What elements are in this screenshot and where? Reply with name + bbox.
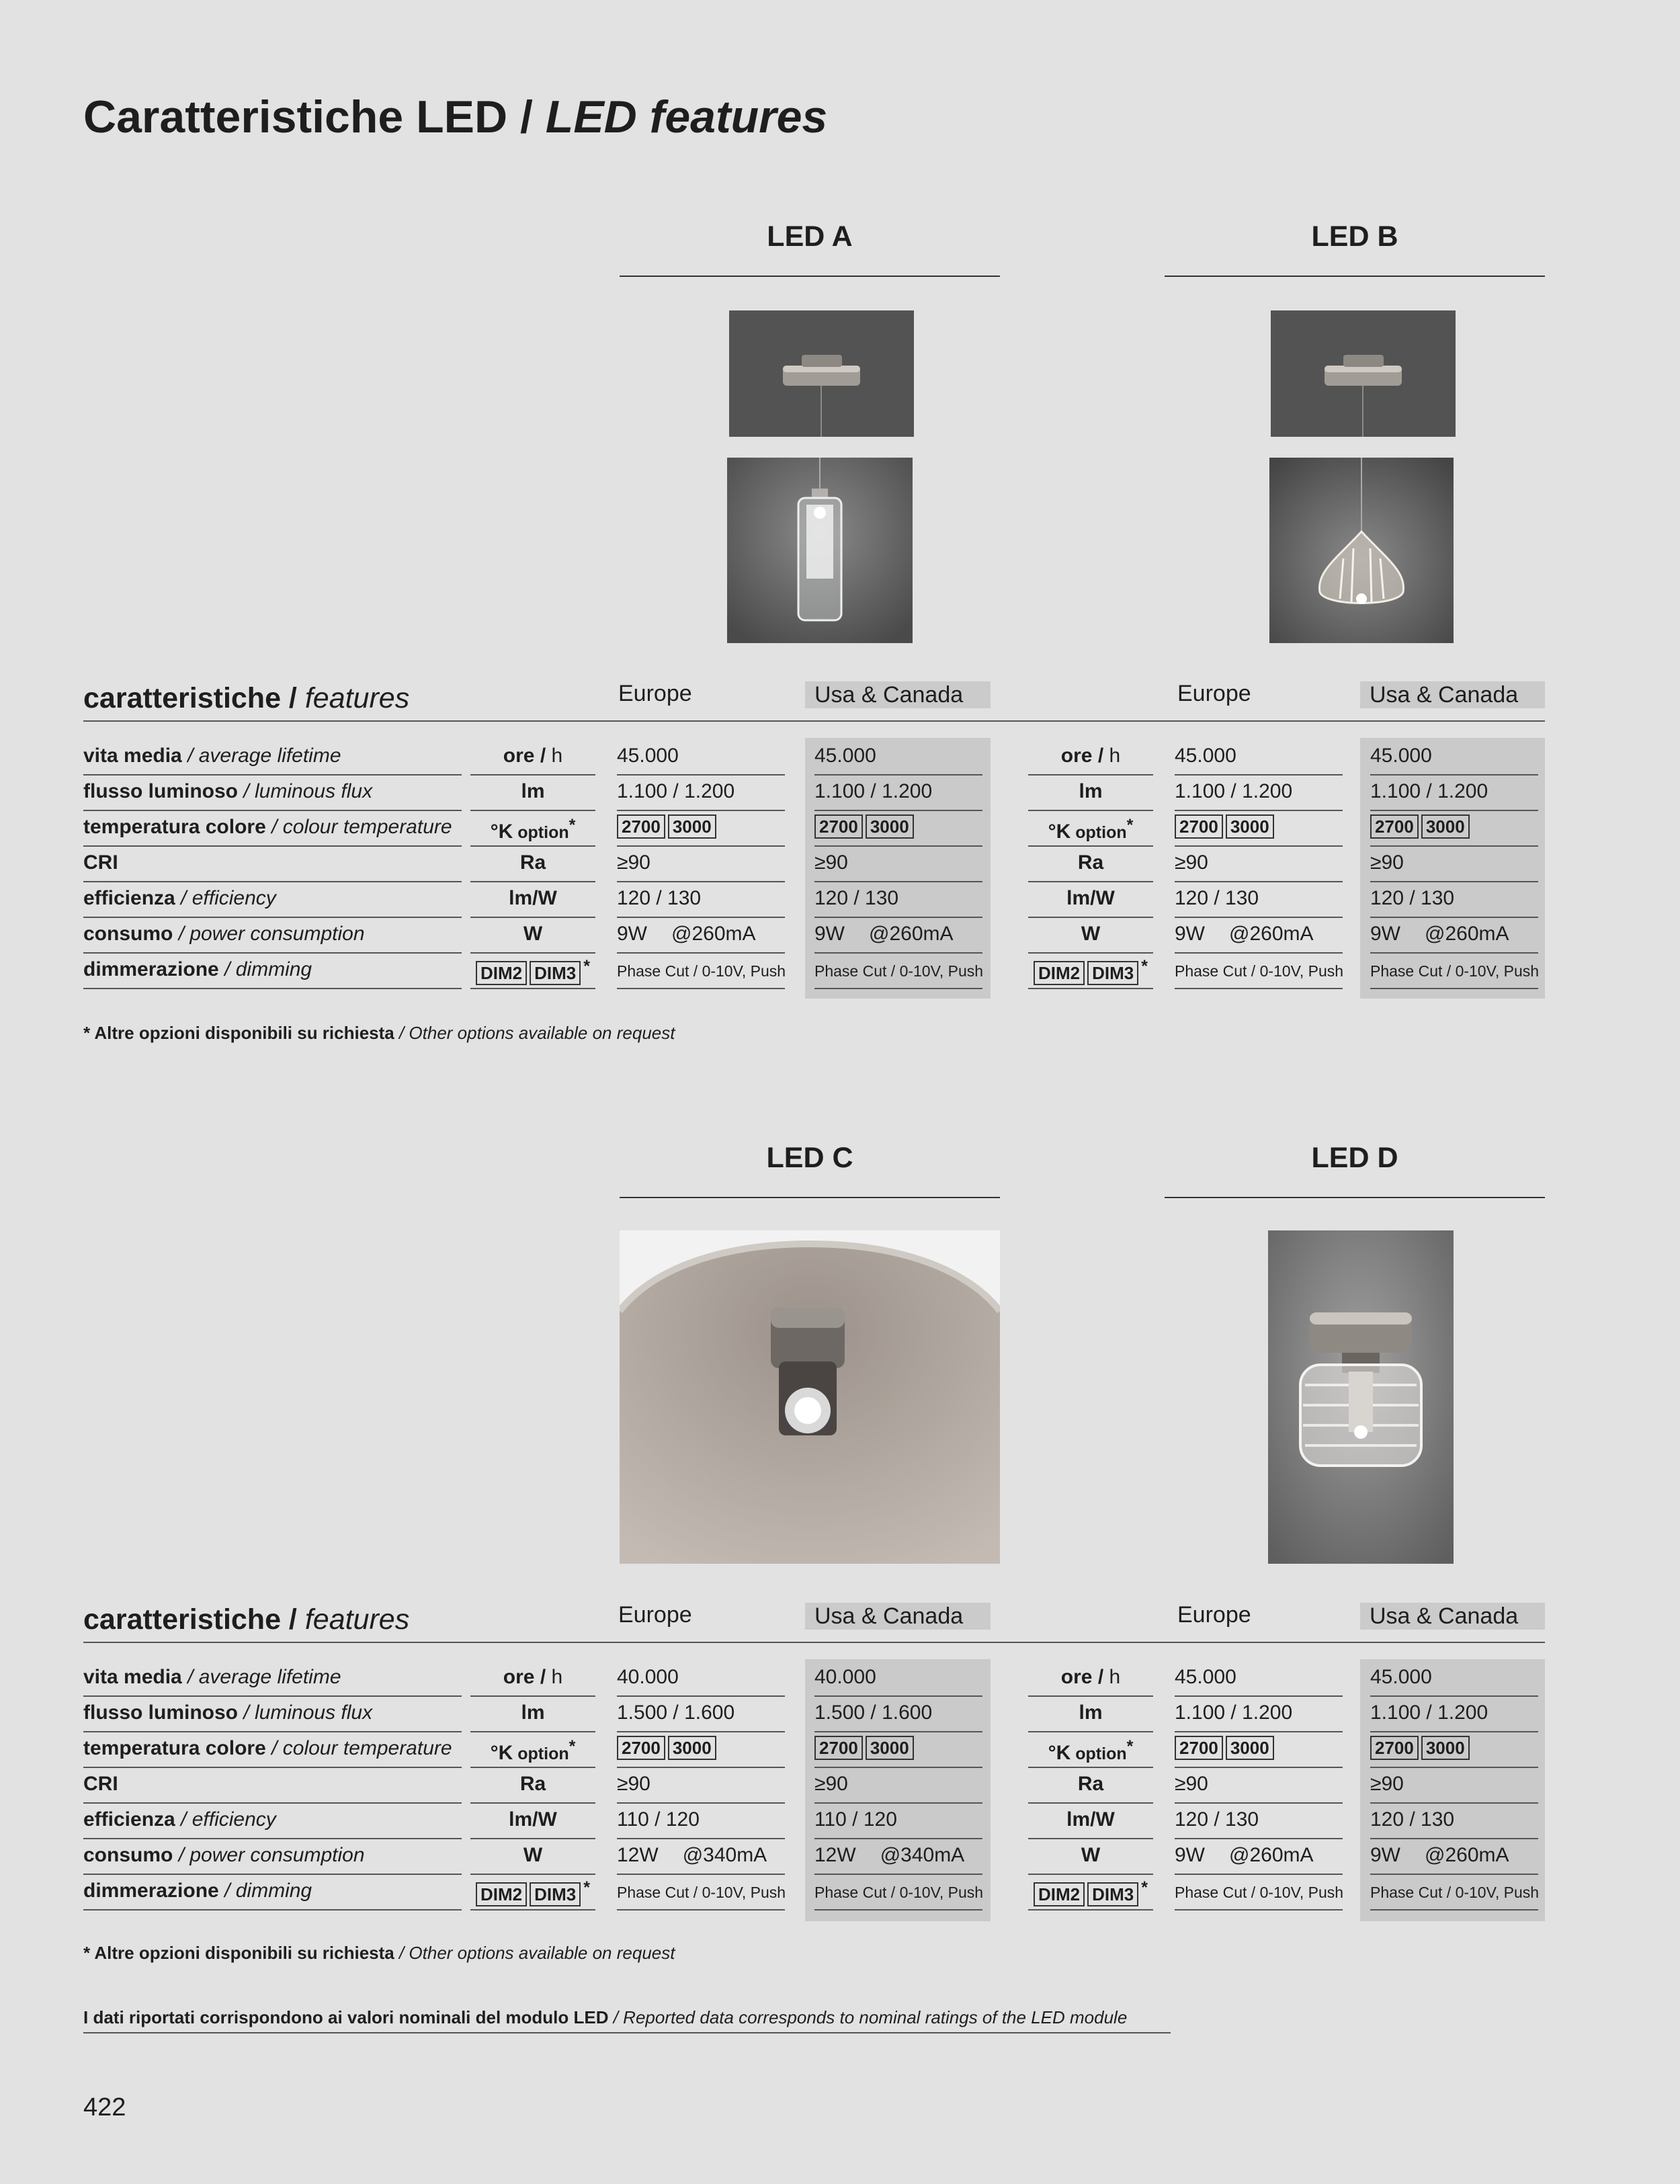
region-usa-d: Usa & Canada bbox=[1360, 1603, 1545, 1630]
row-line bbox=[617, 774, 785, 775]
row-line bbox=[617, 1838, 785, 1839]
led-b-eu-efficiency: 120 / 130 bbox=[1175, 887, 1259, 909]
features-heading-1: caratteristiche / features bbox=[83, 682, 410, 714]
led-c-us-flux: 1.500 / 1.600 bbox=[814, 1702, 933, 1724]
row-line bbox=[1370, 1695, 1538, 1697]
led-a-us-lifetime: 45.000 bbox=[814, 745, 876, 767]
row-label-flux: flusso luminoso / luminous flux bbox=[83, 780, 373, 802]
led-b-eu-flux: 1.100 / 1.200 bbox=[1175, 780, 1293, 802]
row-line bbox=[1370, 1767, 1538, 1768]
row-line bbox=[1028, 1909, 1153, 1910]
unit-temperature: °K option* bbox=[1048, 816, 1134, 843]
unit-cri: Ra bbox=[519, 851, 546, 874]
row-line bbox=[1028, 881, 1153, 882]
led-c-us-lifetime: 40.000 bbox=[814, 1666, 876, 1688]
row-line bbox=[1175, 1909, 1343, 1910]
unit-efficiency: lm/W bbox=[509, 1808, 557, 1831]
page-title: Caratteristiche LED / LED features bbox=[83, 91, 828, 142]
unit-power: W bbox=[1081, 923, 1101, 945]
unit-lifetime: ore / h bbox=[503, 1666, 563, 1688]
led-b-us-cri: ≥90 bbox=[1370, 851, 1404, 874]
led-b-rule bbox=[1165, 276, 1545, 277]
led-d-us-dimming: Phase Cut / 0-10V, Push bbox=[1370, 1884, 1540, 1901]
led-d-us-power: 9W @260mA bbox=[1370, 1844, 1509, 1866]
led-c-us-cri: ≥90 bbox=[814, 1773, 848, 1795]
row-line bbox=[470, 1909, 595, 1910]
row-line bbox=[814, 881, 982, 882]
row-line bbox=[83, 1909, 462, 1910]
led-a-us-temperature: 2700 3000 bbox=[814, 814, 917, 839]
row-line bbox=[1175, 845, 1343, 847]
led-b-us-power: 9W @260mA bbox=[1370, 923, 1509, 945]
row-line bbox=[1028, 810, 1153, 811]
row-line bbox=[617, 917, 785, 918]
row-line bbox=[1028, 988, 1153, 989]
row-label-flux: flusso luminoso / luminous flux bbox=[83, 1702, 373, 1724]
row-line bbox=[470, 988, 595, 989]
row-line bbox=[814, 1874, 982, 1875]
led-d-us-flux: 1.100 / 1.200 bbox=[1370, 1702, 1488, 1724]
unit-efficiency: lm/W bbox=[1066, 887, 1115, 909]
row-line bbox=[470, 1874, 595, 1875]
led-d-us-cri: ≥90 bbox=[1370, 1773, 1404, 1795]
led-b-eu-power: 9W @260mA bbox=[1175, 923, 1314, 945]
row-line bbox=[617, 1767, 785, 1768]
row-label-temperature: temperatura colore / colour temperature bbox=[83, 1737, 452, 1759]
row-line bbox=[814, 810, 982, 811]
unit-power: W bbox=[523, 923, 543, 945]
unit-dimming: DIM2 DIM3 * bbox=[1028, 1878, 1153, 1906]
row-line bbox=[814, 988, 982, 989]
row-line bbox=[1175, 917, 1343, 918]
row-label-efficiency: efficienza / efficiency bbox=[83, 1808, 276, 1831]
led-d-eu-lifetime: 45.000 bbox=[1175, 1666, 1236, 1688]
led-a-us-flux: 1.100 / 1.200 bbox=[814, 780, 933, 802]
region-usa-b: Usa & Canada bbox=[1360, 681, 1545, 708]
led-c-eu-power: 12W @340mA bbox=[617, 1844, 767, 1866]
led-d-us-efficiency: 120 / 130 bbox=[1370, 1808, 1455, 1831]
led-d-eu-temperature: 2700 3000 bbox=[1175, 1736, 1277, 1760]
row-line bbox=[1028, 917, 1153, 918]
row-line bbox=[1175, 1874, 1343, 1875]
row-line bbox=[1028, 1731, 1153, 1732]
row-line bbox=[1028, 774, 1153, 775]
led-c-eu-flux: 1.500 / 1.600 bbox=[617, 1702, 735, 1724]
led-b-eu-temperature: 2700 3000 bbox=[1175, 814, 1277, 839]
row-label-lifetime: vita media / average lifetime bbox=[83, 745, 341, 767]
row-label-dimming: dimmerazione / dimming bbox=[83, 958, 312, 980]
led-a-eu-power: 9W @260mA bbox=[617, 923, 756, 945]
row-label-temperature: temperatura colore / colour temperature bbox=[83, 816, 452, 838]
nominal-ratings-underline bbox=[83, 2032, 1171, 2033]
row-line bbox=[814, 1802, 982, 1804]
row-line bbox=[617, 881, 785, 882]
row-line bbox=[470, 774, 595, 775]
row-line bbox=[83, 917, 462, 918]
row-line bbox=[1175, 810, 1343, 811]
row-line bbox=[1370, 1802, 1538, 1804]
row-line bbox=[617, 845, 785, 847]
row-line bbox=[1370, 774, 1538, 775]
row-line bbox=[1175, 774, 1343, 775]
led-c-eu-cri: ≥90 bbox=[617, 1773, 650, 1795]
led-d-us-temperature: 2700 3000 bbox=[1370, 1736, 1472, 1760]
led-d-eu-flux: 1.100 / 1.200 bbox=[1175, 1702, 1293, 1724]
led-d-image bbox=[1268, 1230, 1454, 1564]
row-line bbox=[1370, 1731, 1538, 1732]
unit-flux: lm bbox=[1079, 780, 1103, 802]
led-c-eu-efficiency: 110 / 120 bbox=[617, 1808, 700, 1831]
row-line bbox=[1370, 1838, 1538, 1839]
unit-power: W bbox=[523, 1844, 543, 1866]
led-d-eu-cri: ≥90 bbox=[1175, 1773, 1208, 1795]
row-line bbox=[1370, 917, 1538, 918]
led-d-eu-efficiency: 120 / 130 bbox=[1175, 1808, 1259, 1831]
led-b-us-lifetime: 45.000 bbox=[1370, 745, 1432, 767]
row-label-efficiency: efficienza / efficiency bbox=[83, 887, 276, 909]
row-line bbox=[814, 1731, 982, 1732]
led-c-us-power: 12W @340mA bbox=[814, 1844, 965, 1866]
row-line bbox=[1028, 1695, 1153, 1697]
row-line bbox=[1028, 1874, 1153, 1875]
page-number: 422 bbox=[83, 2093, 126, 2122]
led-b-us-flux: 1.100 / 1.200 bbox=[1370, 780, 1488, 802]
led-c-eu-temperature: 2700 3000 bbox=[617, 1736, 719, 1760]
row-line bbox=[617, 988, 785, 989]
row-line bbox=[1175, 1802, 1343, 1804]
row-line bbox=[470, 1767, 595, 1768]
region-europe-c: Europe bbox=[618, 1602, 692, 1628]
row-label-lifetime: vita media / average lifetime bbox=[83, 1666, 341, 1688]
led-d-title: LED D bbox=[1311, 1142, 1398, 1174]
row-line bbox=[1175, 952, 1343, 954]
row-line bbox=[1175, 1838, 1343, 1839]
led-c-eu-dimming: Phase Cut / 0-10V, Push bbox=[617, 1884, 786, 1901]
led-c-eu-lifetime: 40.000 bbox=[617, 1666, 679, 1688]
led-b-eu-cri: ≥90 bbox=[1175, 851, 1208, 874]
row-line bbox=[470, 952, 595, 954]
row-line bbox=[1175, 1695, 1343, 1697]
row-line bbox=[1370, 988, 1538, 989]
row-line bbox=[83, 1802, 462, 1804]
led-b-eu-lifetime: 45.000 bbox=[1175, 745, 1236, 767]
row-line bbox=[1028, 1838, 1153, 1839]
led-a-title: LED A bbox=[767, 220, 853, 253]
row-line bbox=[83, 774, 462, 775]
row-line bbox=[617, 1695, 785, 1697]
row-line bbox=[1175, 988, 1343, 989]
row-line bbox=[1370, 952, 1538, 954]
led-c-us-efficiency: 110 / 120 bbox=[814, 1808, 897, 1831]
led-a-eu-cri: ≥90 bbox=[617, 851, 650, 874]
led-a-eu-efficiency: 120 / 130 bbox=[617, 887, 702, 909]
row-line bbox=[1370, 810, 1538, 811]
row-line bbox=[617, 1731, 785, 1732]
row-line bbox=[83, 952, 462, 954]
unit-lifetime: ore / h bbox=[1060, 745, 1121, 767]
row-line bbox=[83, 810, 462, 811]
led-b-us-dimming: Phase Cut / 0-10V, Push bbox=[1370, 962, 1540, 980]
row-line bbox=[470, 810, 595, 811]
row-line bbox=[617, 810, 785, 811]
row-line bbox=[470, 1838, 595, 1839]
led-c-us-temperature: 2700 3000 bbox=[814, 1736, 917, 1760]
unit-dimming: DIM2 DIM3 * bbox=[1028, 957, 1153, 985]
unit-temperature: °K option* bbox=[490, 816, 576, 843]
led-a-eu-flux: 1.100 / 1.200 bbox=[617, 780, 735, 802]
row-line bbox=[814, 952, 982, 954]
row-line bbox=[1028, 1767, 1153, 1768]
unit-efficiency: lm/W bbox=[1066, 1808, 1115, 1831]
led-d-us-lifetime: 45.000 bbox=[1370, 1666, 1432, 1688]
led-a-eu-temperature: 2700 3000 bbox=[617, 814, 719, 839]
row-label-cri: CRI bbox=[83, 851, 118, 874]
row-line bbox=[83, 1731, 462, 1732]
row-line bbox=[83, 1695, 462, 1697]
unit-temperature: °K option* bbox=[1048, 1737, 1134, 1764]
row-line bbox=[1028, 845, 1153, 847]
unit-cri: Ra bbox=[1077, 851, 1104, 874]
row-line bbox=[83, 1767, 462, 1768]
led-d-eu-power: 9W @260mA bbox=[1175, 1844, 1314, 1866]
row-line bbox=[83, 1874, 462, 1875]
led-a-us-efficiency: 120 / 130 bbox=[814, 887, 899, 909]
row-line bbox=[470, 881, 595, 882]
row-line bbox=[1028, 952, 1153, 954]
unit-flux: lm bbox=[1079, 1702, 1103, 1724]
row-line bbox=[470, 1695, 595, 1697]
unit-flux: lm bbox=[521, 780, 545, 802]
footnote-1: * Altre opzioni disponibili su richiesta / Other options available on request bbox=[83, 1023, 675, 1043]
row-line bbox=[1175, 881, 1343, 882]
row-line bbox=[470, 1802, 595, 1804]
led-b-pendant-image bbox=[1269, 458, 1454, 643]
row-line bbox=[617, 1909, 785, 1910]
features-rule-2 bbox=[83, 1642, 1545, 1643]
led-b-us-efficiency: 120 / 130 bbox=[1370, 887, 1455, 909]
row-line bbox=[814, 845, 982, 847]
row-line bbox=[83, 881, 462, 882]
led-c-image bbox=[620, 1230, 1000, 1564]
led-a-canopy-image bbox=[729, 310, 914, 437]
led-a-us-power: 9W @260mA bbox=[814, 923, 954, 945]
row-line bbox=[470, 1731, 595, 1732]
row-line bbox=[617, 1874, 785, 1875]
row-label-power: consumo / power consumption bbox=[83, 923, 365, 945]
unit-cri: Ra bbox=[519, 1773, 546, 1795]
region-europe-a: Europe bbox=[618, 681, 692, 706]
unit-cri: Ra bbox=[1077, 1773, 1104, 1795]
led-a-us-dimming: Phase Cut / 0-10V, Push bbox=[814, 962, 984, 980]
led-b-title: LED B bbox=[1311, 220, 1398, 253]
row-line bbox=[470, 917, 595, 918]
row-line bbox=[814, 1767, 982, 1768]
led-b-eu-dimming: Phase Cut / 0-10V, Push bbox=[1175, 962, 1344, 980]
row-line bbox=[617, 952, 785, 954]
led-a-rule bbox=[620, 276, 1000, 277]
led-a-eu-lifetime: 45.000 bbox=[617, 745, 679, 767]
region-europe-d: Europe bbox=[1177, 1602, 1251, 1628]
row-label-dimming: dimmerazione / dimming bbox=[83, 1880, 312, 1902]
row-line bbox=[1370, 1909, 1538, 1910]
led-d-rule bbox=[1165, 1197, 1545, 1198]
unit-lifetime: ore / h bbox=[503, 745, 563, 767]
unit-power: W bbox=[1081, 1844, 1101, 1866]
row-line bbox=[814, 917, 982, 918]
row-line bbox=[83, 845, 462, 847]
footnote-2: * Altre opzioni disponibili su richiesta / Other options available on request bbox=[83, 1943, 675, 1963]
unit-dimming: DIM2 DIM3 * bbox=[470, 957, 595, 985]
row-line bbox=[814, 1838, 982, 1839]
led-b-us-temperature: 2700 3000 bbox=[1370, 814, 1472, 839]
row-line bbox=[617, 1802, 785, 1804]
unit-efficiency: lm/W bbox=[509, 887, 557, 909]
unit-flux: lm bbox=[521, 1702, 545, 1724]
region-usa-a: Usa & Canada bbox=[805, 681, 991, 708]
row-line bbox=[814, 1909, 982, 1910]
led-d-eu-dimming: Phase Cut / 0-10V, Push bbox=[1175, 1884, 1344, 1901]
row-line bbox=[470, 845, 595, 847]
row-line bbox=[1175, 1767, 1343, 1768]
led-a-us-cri: ≥90 bbox=[814, 851, 848, 874]
nominal-ratings-note: I dati riportati corrispondono ai valori nominali del modulo LED / Reported data corresponds to nominal ratings of the LED module bbox=[83, 2007, 1128, 2027]
led-c-rule bbox=[620, 1197, 1000, 1198]
row-line bbox=[83, 1838, 462, 1839]
region-usa-c: Usa & Canada bbox=[805, 1603, 991, 1630]
led-c-title: LED C bbox=[766, 1142, 853, 1174]
unit-temperature: °K option* bbox=[490, 1737, 576, 1764]
led-c-us-dimming: Phase Cut / 0-10V, Push bbox=[814, 1884, 984, 1901]
features-heading-2: caratteristiche / features bbox=[83, 1603, 410, 1636]
row-label-power: consumo / power consumption bbox=[83, 1844, 365, 1866]
row-line bbox=[1370, 881, 1538, 882]
features-rule-1 bbox=[83, 720, 1545, 722]
region-europe-b: Europe bbox=[1177, 681, 1251, 706]
led-a-eu-dimming: Phase Cut / 0-10V, Push bbox=[617, 962, 786, 980]
row-line bbox=[1370, 845, 1538, 847]
row-label-cri: CRI bbox=[83, 1773, 118, 1795]
row-line bbox=[814, 774, 982, 775]
led-b-canopy-image bbox=[1271, 310, 1456, 437]
unit-lifetime: ore / h bbox=[1060, 1666, 1121, 1688]
unit-dimming: DIM2 DIM3 * bbox=[470, 1878, 595, 1906]
led-a-pendant-image bbox=[727, 458, 913, 643]
row-line bbox=[814, 1695, 982, 1697]
row-line bbox=[1370, 1874, 1538, 1875]
row-line bbox=[1175, 1731, 1343, 1732]
row-line bbox=[1028, 1802, 1153, 1804]
row-line bbox=[83, 988, 462, 989]
